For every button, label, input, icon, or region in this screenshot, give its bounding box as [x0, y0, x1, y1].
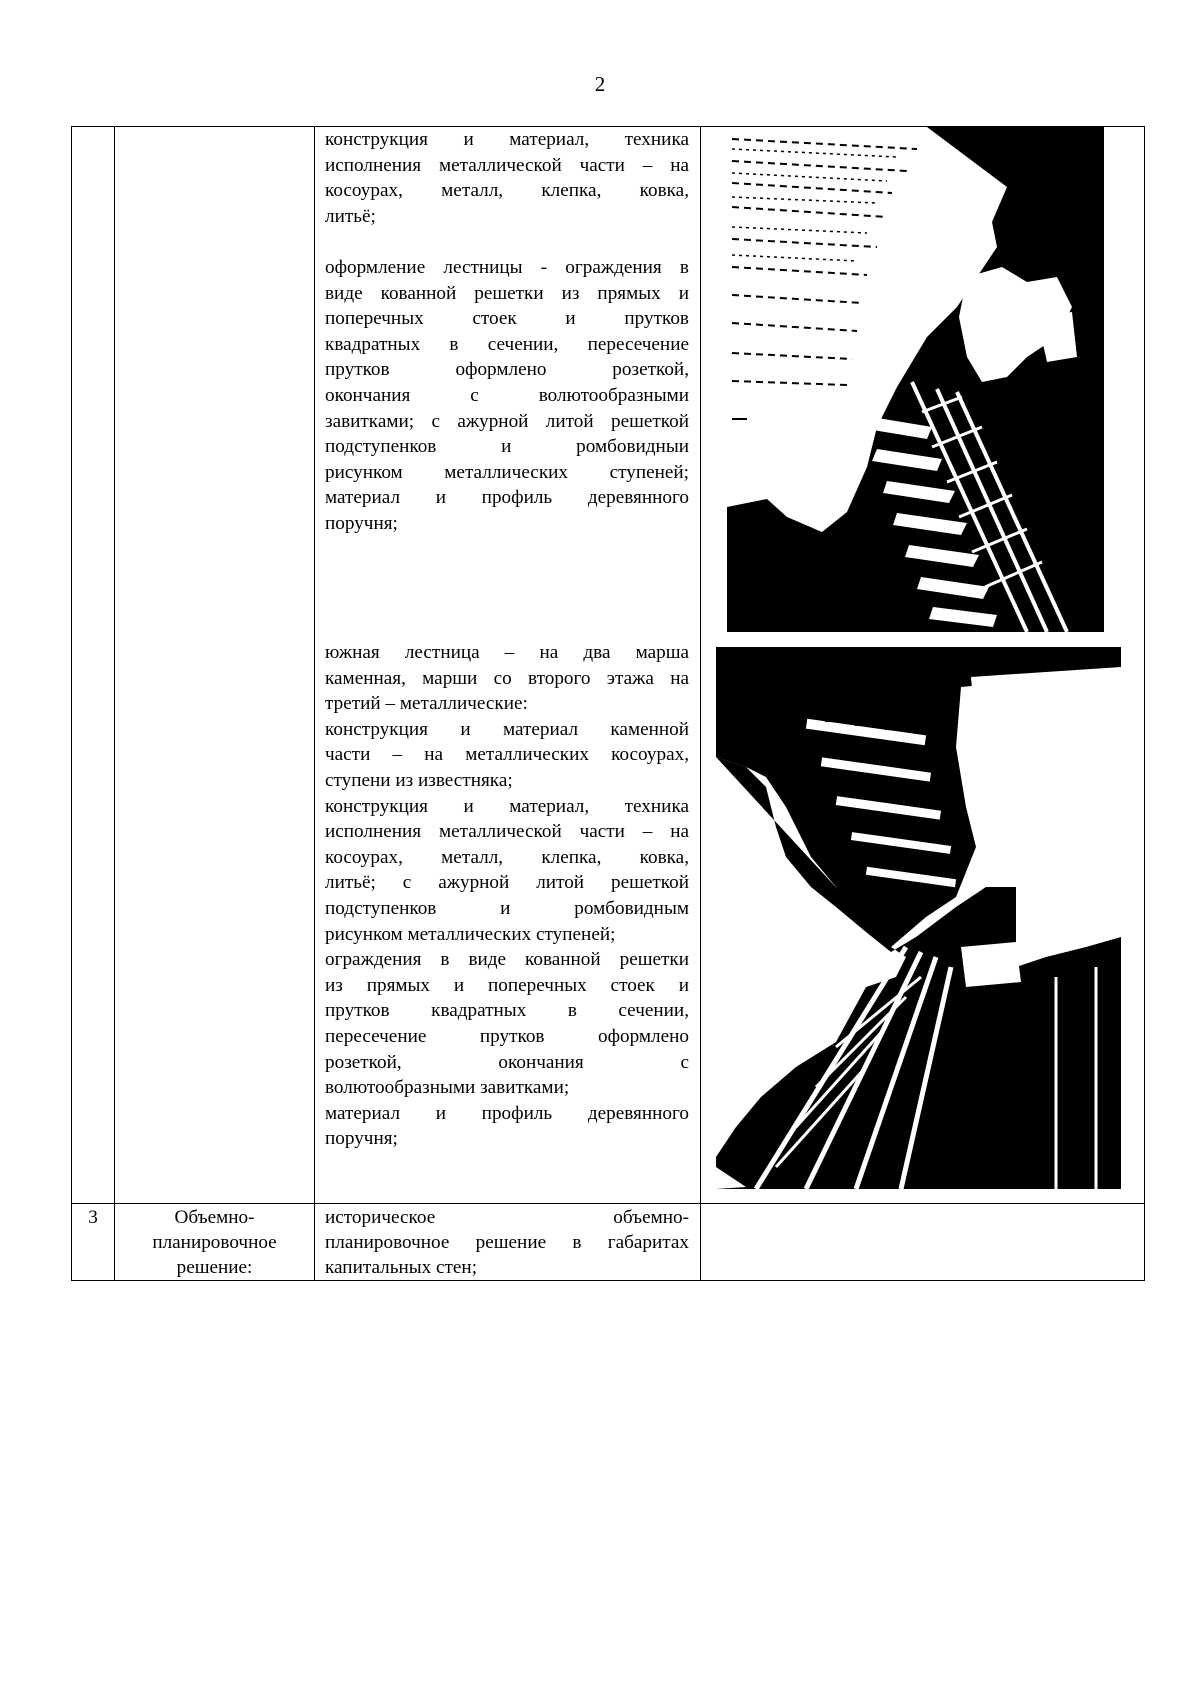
text-line: материал и профиль деревянного [325, 1102, 689, 1124]
text-line: поручня; [325, 512, 398, 534]
text-line: из прямых и поперечных стоек и [325, 974, 689, 996]
text-line: каменная, марши со второго этажа на [325, 667, 689, 689]
text-line: части – на металлических косоурах, [325, 744, 689, 766]
text-line: исполнения металлической части – на [325, 821, 689, 843]
text-line: поперечных стоек и прутков [325, 308, 689, 330]
text-line: виде кованной решетки из прямых и [325, 282, 689, 304]
text-line: квадратных в сечении, пересечение [325, 333, 689, 355]
row-3-number [72, 1205, 114, 1230]
table-border-bottom [71, 1280, 1145, 1281]
text-line: исполнения металлической части – на [325, 154, 689, 176]
text-line: планировочное [152, 1232, 277, 1253]
staircase-photo-upper [727, 127, 1104, 632]
text-line: оформление лестницы - ограждения в [325, 257, 689, 278]
text-line: рисунком металлических ступеней; [325, 923, 616, 945]
staircase-photo-lower [716, 647, 1121, 1189]
text-line: прутков квадратных в сечении, [325, 1000, 689, 1022]
text-line: косоурах, металл, клепка, ковка, [325, 846, 689, 868]
table-border-right [1144, 126, 1145, 1281]
text-line: конструкция и материал, техника [325, 129, 689, 150]
text-line: решение: [176, 1257, 253, 1278]
text-line: рисунком металлических ступеней; [325, 461, 689, 483]
text-line: Объемно- [174, 1207, 255, 1228]
cell-metal-part-text [325, 127, 689, 229]
text-line: ограждения в виде кованной решетки [325, 949, 689, 971]
text-line: косоурах, металл, клепка, ковка, [325, 180, 689, 202]
text-line: литьё; [325, 205, 376, 227]
table-column-divider-1 [114, 126, 115, 1281]
row-3-name [115, 1205, 314, 1280]
text-line: конструкция и материал каменной [325, 718, 689, 740]
cell-south-staircase-text [325, 640, 689, 1152]
text-line: волютообразными завитками; [325, 1077, 570, 1099]
text-line: ступени из известняка; [325, 769, 513, 791]
text-line: окончания с волютообразными [325, 384, 689, 406]
text-line: завитками; с ажурной литой решеткой [325, 410, 689, 432]
text-line: южная лестница – на два марша [325, 642, 689, 663]
text-line: материал и профиль деревянного [325, 487, 689, 509]
row-number: 3 [88, 1207, 98, 1228]
table-row-divider [71, 1203, 1145, 1204]
text-line: подступенков и ромбовидныи [325, 436, 689, 458]
text-line: пересечение прутков оформлено [325, 1025, 689, 1047]
text-line: литьё; с ажурной литой решеткой [325, 872, 689, 894]
row-3-description [325, 1205, 689, 1280]
table-column-divider-2 [314, 126, 315, 1281]
page-number: 2 [594, 72, 606, 96]
text-line: третий – металлические: [325, 693, 528, 715]
cell-decor-text [325, 255, 689, 537]
text-line: подступенков и ромбовидным [325, 897, 689, 919]
text-line: поручня; [325, 1128, 398, 1150]
table-border-left [71, 126, 72, 1281]
table-column-divider-3 [700, 126, 701, 1281]
text-line: розеткой, окончания с [325, 1051, 689, 1073]
text-line: капитальных стен; [325, 1257, 478, 1278]
text-line: конструкция и материал, техника [325, 795, 689, 817]
text-line: прутков оформлено розеткой, [325, 359, 689, 381]
text-line: историческое объемно- [325, 1207, 689, 1228]
text-line: планировочное решение в габаритах [325, 1232, 689, 1253]
